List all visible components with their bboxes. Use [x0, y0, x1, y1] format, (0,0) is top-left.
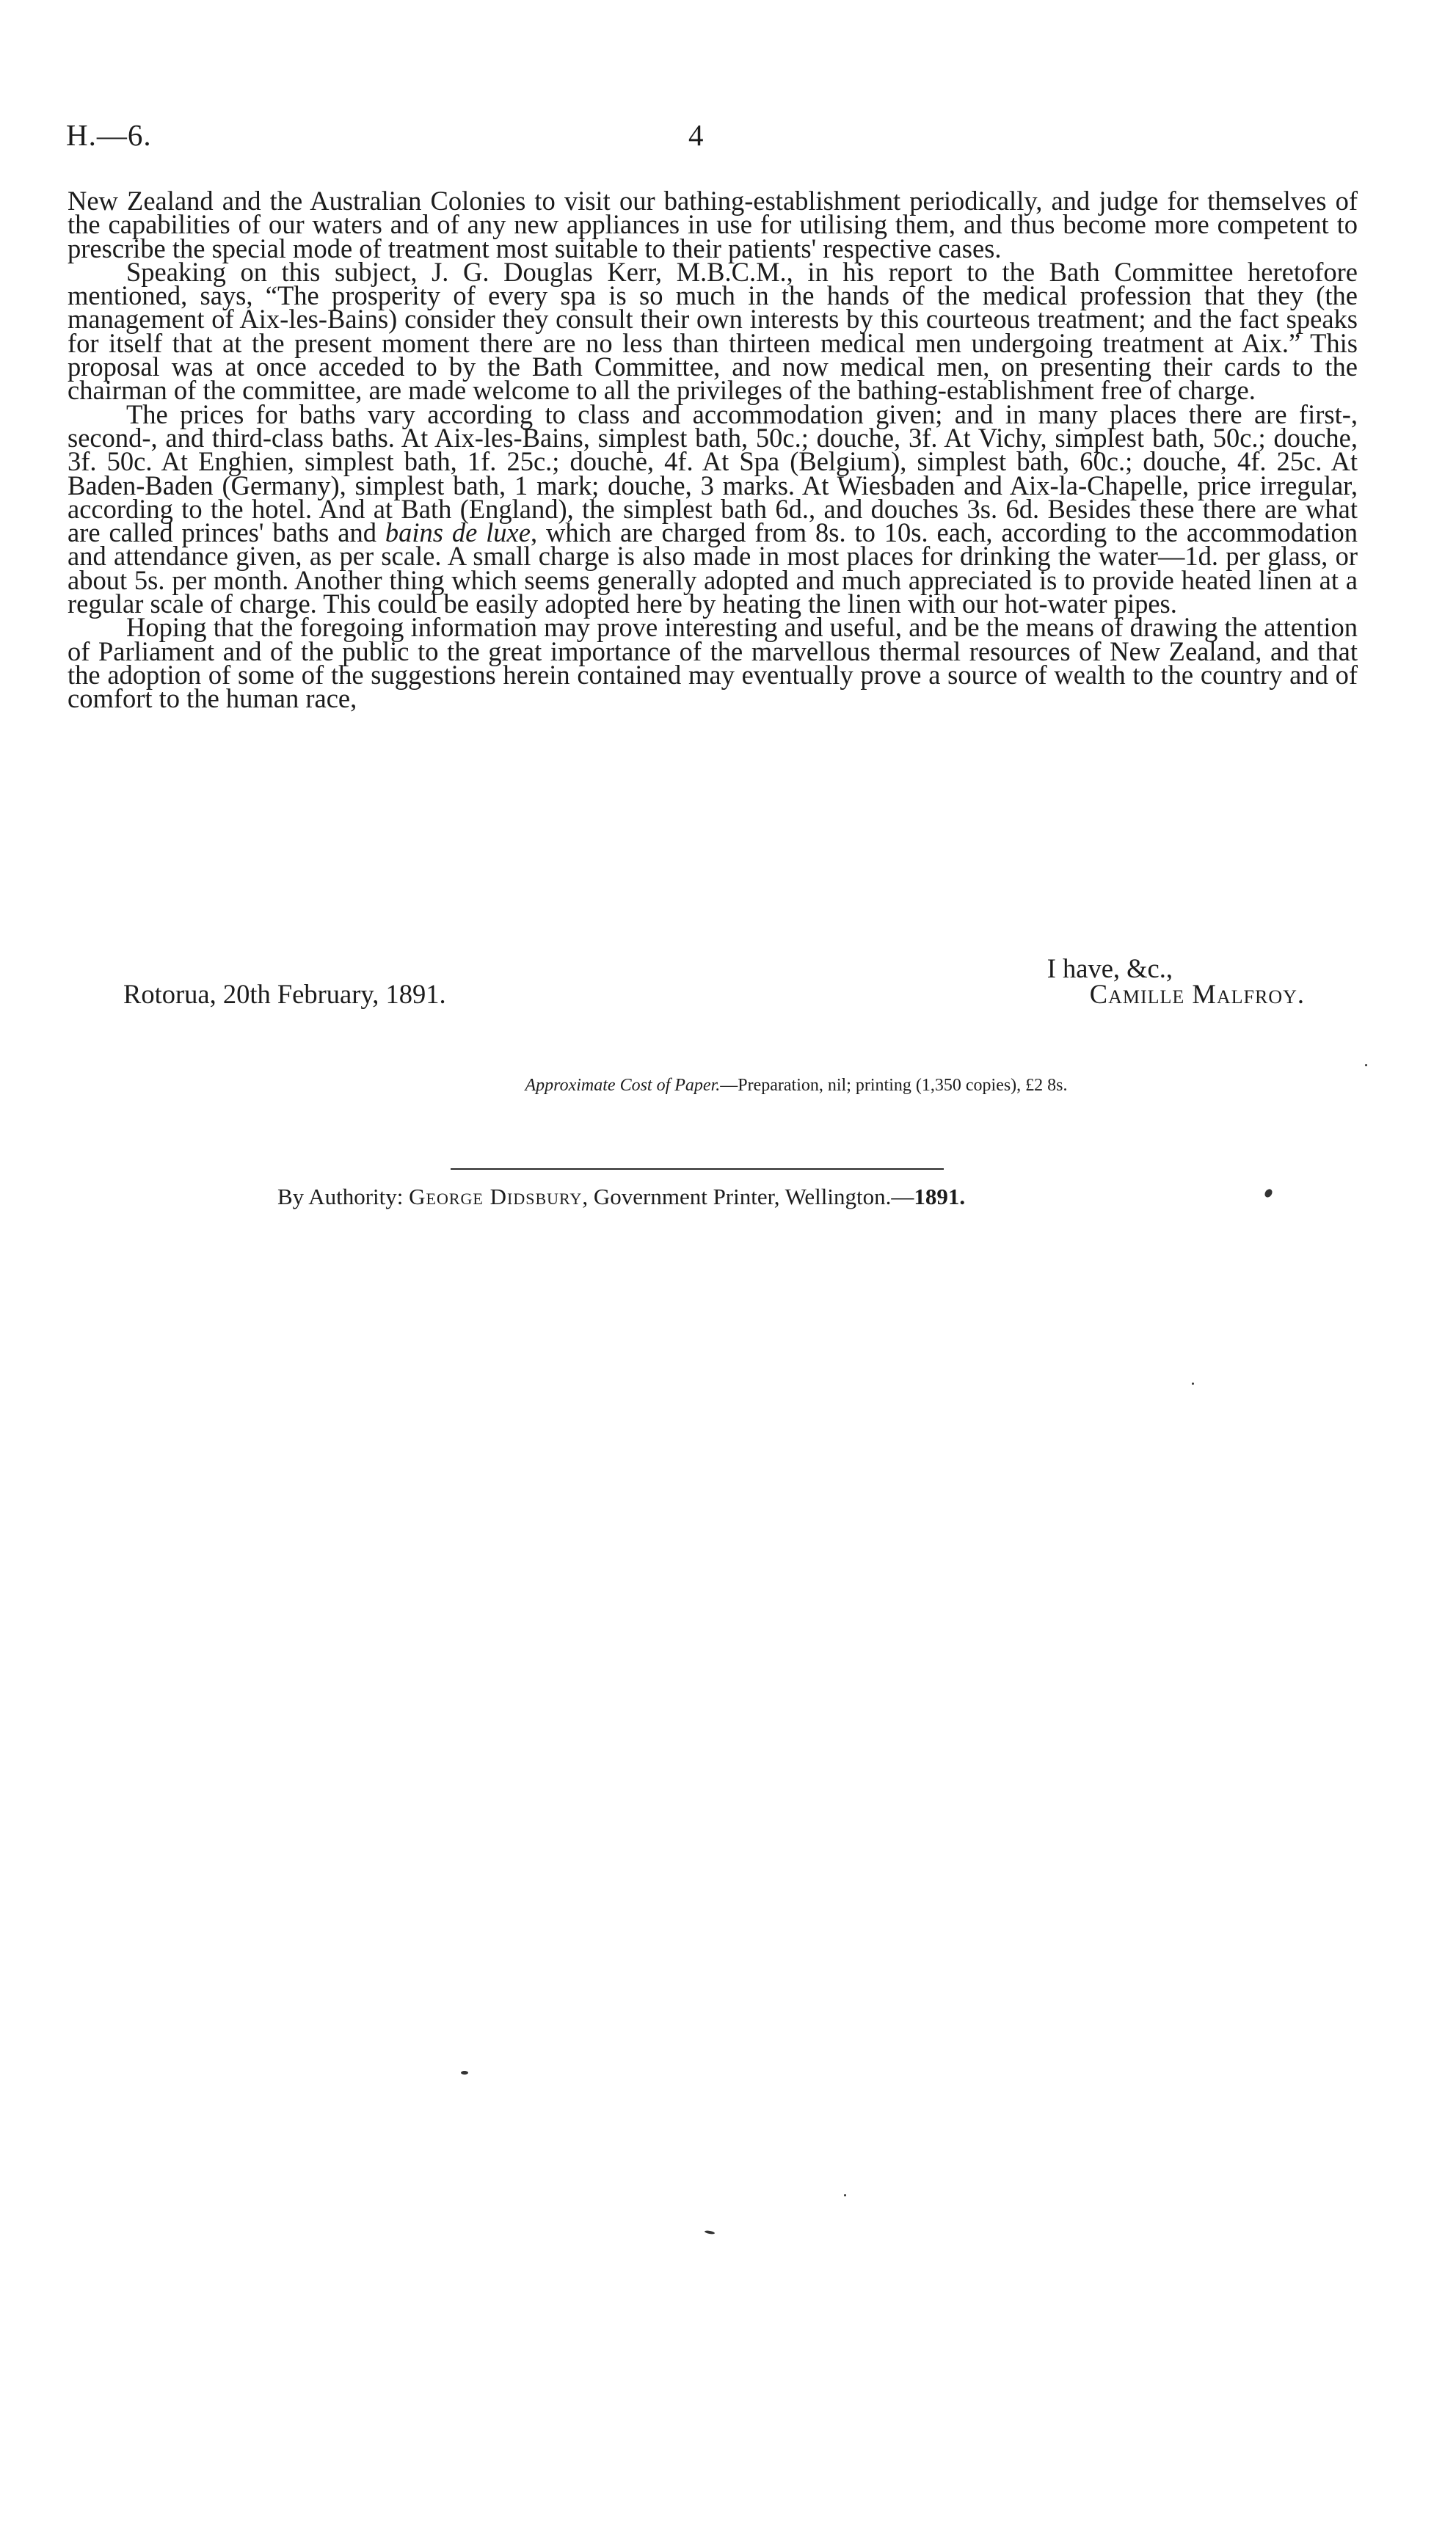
paragraph-continuation: New Zealand and the Australian Colonies to visit our bathing-establishment periodically, and judge for themselves of the capabilities of our waters and of any new appliances in use for utilising them, and thus become more competent to prescribe the special mode of treatment most suitable to their patients' respective cases. — [68, 186, 1358, 263]
printer-name: George Didsbury — [409, 1184, 583, 1209]
cost-of-paper-note — [0, 1076, 1456, 1096]
imprint-suffix: , Government Printer, Wellington.— — [582, 1184, 914, 1209]
signatory-name: Camille Malfroy. — [1089, 979, 1305, 1009]
ink-speck — [1365, 1064, 1367, 1066]
closing-greeting: I have, &c., — [1046, 953, 1173, 983]
signature-line — [68, 978, 1305, 1010]
letter-body — [68, 186, 1358, 714]
ink-speck — [461, 2071, 468, 2075]
paragraph-conclusion: Hoping that the foregoing information may prove interesting and useful, and be the means of drawing the attention of Parliament and of the public to the great importance of the marvellous thermal resources of New Zealand, and that the adoption of some of the suggestions herein contained may eventually prove a source of wealth to the country and of comfort to the human race, — [68, 612, 1358, 714]
ink-speck — [1192, 1383, 1194, 1385]
imprint-year: 1891. — [914, 1184, 966, 1209]
cost-label: Approximate Cost of Paper. — [525, 1076, 721, 1095]
horizontal-rule — [451, 1168, 944, 1170]
page-number: 4 — [688, 118, 704, 152]
ink-speck — [1263, 1188, 1273, 1199]
bains-de-luxe-italic: bains de luxe — [385, 517, 531, 548]
paragraph-medical-profession: Speaking on this subject, J. G. Douglas Kerr, M.B.C.M., in his report to the Bath Committee heretofore mentioned, says, “The prosperity of every spa is so much in the hands of the medical profession that they (the management of Aix-les-Bains) consider they consult their own interests by this courteous treatment; and the fact speaks for itself that at the present moment there are no less than thirteen medical men undergoing treatment at Aix.” This proposal was at once acceded to by the Bath Committee, and now medical men, on presenting their cards to the chairman of the committee, are made welcome to all the privileges of the bathing-establishment free of charge. — [68, 256, 1358, 406]
cost-text: —Preparation, nil; printing (1,350 copies), £2 8s. — [720, 1076, 1068, 1095]
printer-imprint — [277, 1184, 965, 1210]
ink-speck — [844, 2194, 846, 2196]
bath-prices-text-continued: , which are charged from 8s. to 10s. each, according to the accommodation and attendance given, as per scale. A small charge is also made in most places for drinking the water—1d. per glass, or about 5s. per month. Another thing which seems generally adopted and much appreciated is to provide heated linen at a regular scale of charge. This could be easily adopted here by heating the linen with our hot-water pipes. — [68, 517, 1358, 619]
ink-speck — [705, 2230, 715, 2235]
bath-prices-text: The prices for baths vary according to class and accommodation given; and in many places there are first-, second-, and third-class baths. At Aix-les-Bains, simplest bath, 50c.; douche, 3f. At Vichy, simplest bath, 50c.; douche, 3f. 50c. At Enghien, simplest bath, 1f. 25c.; douche, 4f. At Spa (Belgium), simplest bath, 60c.; douche, 4f. 25c. At Baden-Baden (Germany), simplest bath, 1 mark; douche, 3 marks. At Wiesbaden and Aix-la-Chapelle, price irregular, according to the hotel. And at Bath (England), the simplest bath 6d., and douches 3s. 6d. Besides these there are what are called princes' baths and — [68, 398, 1358, 548]
paragraph-bath-prices — [68, 398, 1358, 619]
document-reference: H.—6. — [66, 118, 152, 152]
place-and-date: Rotorua, 20th February, 1891. — [123, 979, 446, 1009]
imprint-prefix: By Authority: — [277, 1184, 410, 1209]
